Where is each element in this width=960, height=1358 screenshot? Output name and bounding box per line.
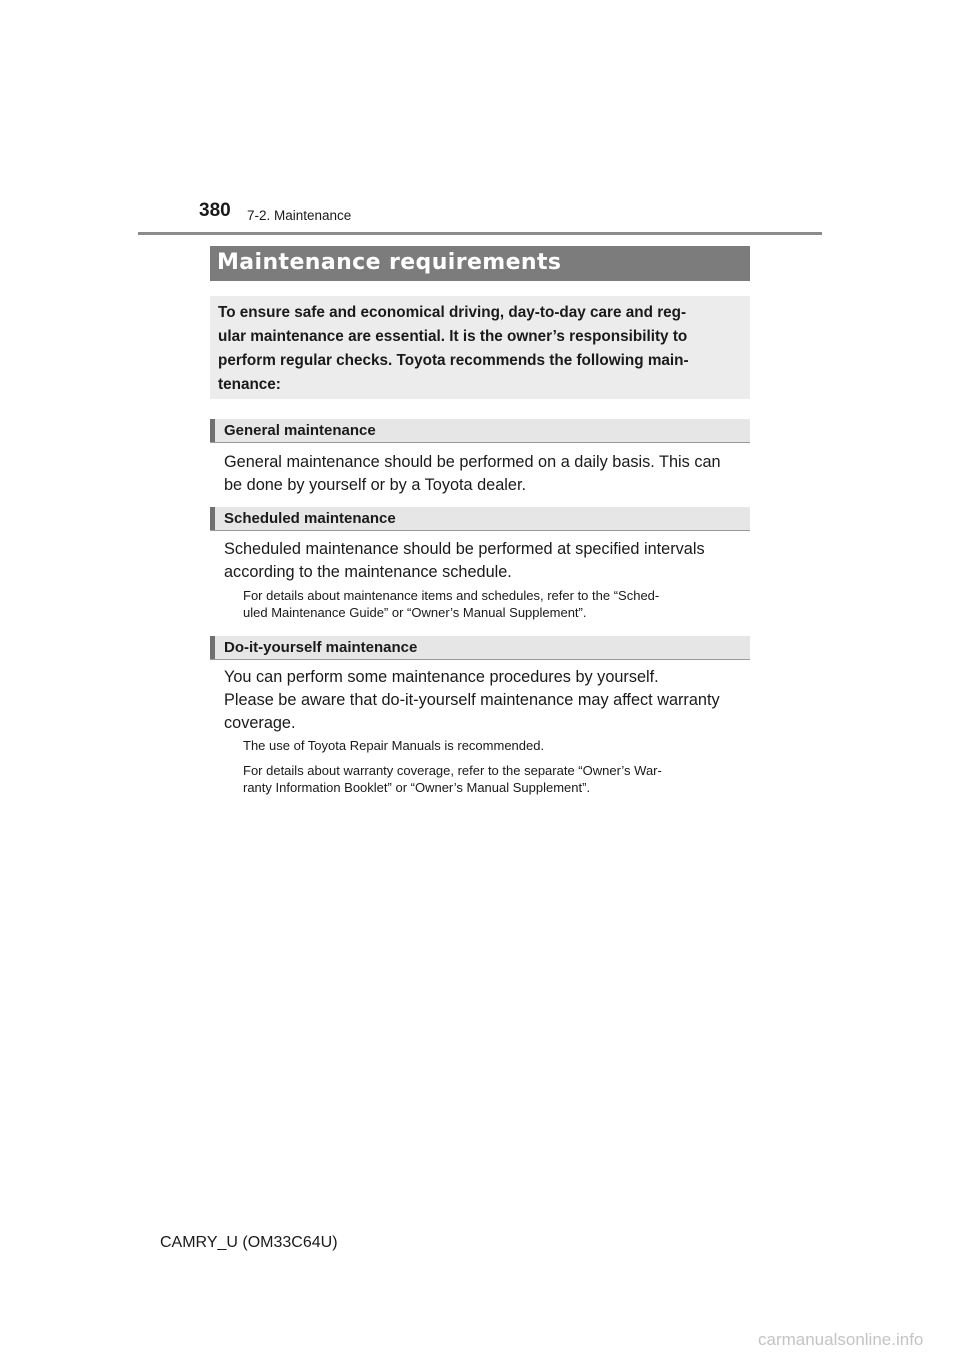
general-maintenance-heading [210, 419, 750, 443]
scheduled-maintenance-note [243, 587, 745, 621]
diy-note-manuals [243, 737, 745, 754]
model-code: CAMRY_U (OM33C64U) [160, 1234, 338, 1251]
note-line: The use of Toyota Repair Manuals is recommended. [243, 738, 545, 753]
body-line: coverage. [224, 714, 296, 732]
intro-line: tenance: [218, 376, 281, 393]
body-line: according to the maintenance schedule. [224, 563, 512, 581]
section-reference: 7-2. Maintenance [247, 208, 352, 223]
watermark: carmanualsonline.info [758, 1330, 924, 1349]
page-title-bar [210, 246, 750, 281]
scheduled-maintenance-text [224, 538, 745, 584]
note-line: For details about warranty coverage, refer to the separate “Owner’s War- [243, 763, 662, 778]
body-line: Scheduled maintenance should be performed at specified intervals [224, 540, 705, 558]
intro-text [218, 301, 742, 397]
body-line: General maintenance should be performed on a daily basis. This can [224, 453, 721, 471]
subhead-label: General maintenance [224, 422, 376, 439]
header-divider [138, 232, 822, 235]
general-maintenance-text [224, 451, 745, 497]
intro-box [210, 296, 750, 399]
intro-line: To ensure safe and economical driving, day-to-day care and reg- [218, 304, 687, 321]
intro-line: ular maintenance are essential. It is the owner’s responsibility to [218, 328, 688, 345]
body-line: You can perform some maintenance procedures by yourself. [224, 668, 659, 686]
subhead-label: Do-it-yourself maintenance [224, 639, 418, 656]
body-line: Please be aware that do-it-yourself maintenance may affect warranty [224, 691, 720, 709]
note-line: For details about maintenance items and schedules, refer to the “Sched- [243, 588, 660, 603]
note-line: uled Maintenance Guide” or “Owner’s Manual Supplement”. [243, 605, 587, 620]
intro-line: perform regular checks. Toyota recommends the following main- [218, 352, 689, 369]
page-number: 380 [199, 200, 231, 221]
scheduled-maintenance-heading [210, 507, 750, 531]
diy-maintenance-text [224, 666, 745, 735]
diy-note-warranty [243, 762, 745, 796]
body-line: be done by yourself or by a Toyota dealer. [224, 476, 527, 494]
note-line: ranty Information Booklet” or “Owner’s Manual Supplement”. [243, 780, 591, 795]
subhead-label: Scheduled maintenance [224, 510, 396, 527]
diy-maintenance-heading [210, 636, 750, 660]
page-title: Maintenance requirements [217, 250, 562, 275]
